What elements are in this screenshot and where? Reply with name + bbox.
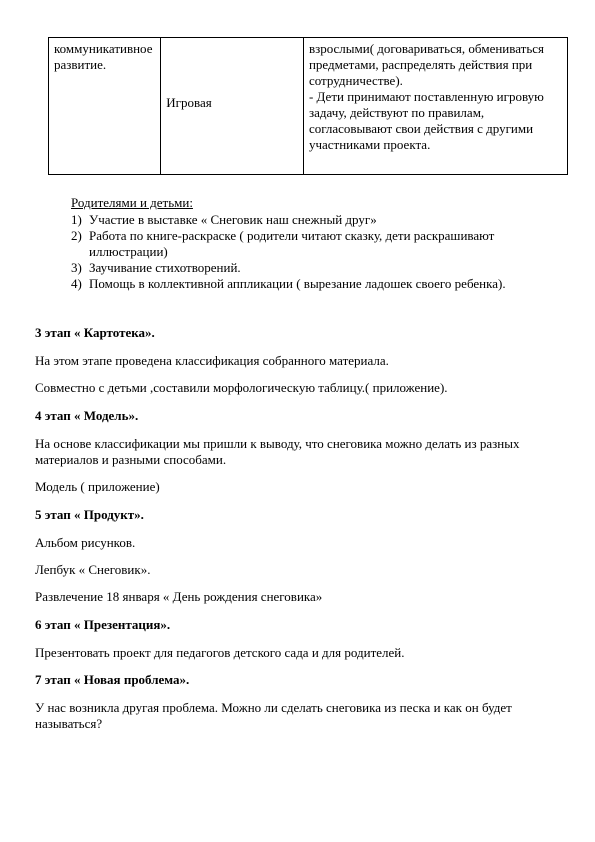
- results-line: сотрудничестве).: [308, 73, 403, 88]
- item-text: Участие в выставке « Снеговик наш снежный друг»: [89, 212, 377, 227]
- results-line: задачу, действуют по правилам,: [308, 105, 485, 120]
- stage5-paragraph: Развлечение 18 января « День рождения снеговика»: [35, 589, 323, 604]
- stage6-title: 6 этап « Презентация».: [35, 617, 171, 632]
- table-cell-results: [303, 38, 567, 175]
- parents-list: [71, 212, 571, 292]
- results-line: участниками проекта.: [308, 137, 431, 152]
- stage4-title: 4 этап « Модель».: [35, 408, 139, 423]
- list-item: [71, 260, 571, 276]
- area-text: коммуникативное развитие.: [54, 41, 153, 72]
- list-item: [71, 276, 571, 292]
- results-line: согласовывают свои действия с другими: [308, 121, 534, 136]
- item-text: Помощь в коллективной аппликации ( вырезание ладошек своего ребенка).: [89, 276, 506, 291]
- results-line: взрослыми( договариваться, обмениваться: [308, 41, 545, 56]
- stage5-title: 5 этап « Продукт».: [35, 507, 144, 522]
- item-text: Заучивание стихотворений.: [89, 260, 241, 275]
- table-cell-area: [49, 38, 161, 175]
- stage3-paragraph: Совместно с детьми ,составили морфологическую таблицу.( приложение).: [35, 380, 448, 395]
- activity-text: Игровая: [166, 94, 212, 110]
- stage4-paragraph: На основе классификации мы пришли к выводу, что снеговика можно делать из разных материалов и разными способами.: [35, 436, 520, 467]
- item-number: 4): [71, 276, 82, 291]
- stage7-title: 7 этап « Новая проблема».: [35, 672, 190, 687]
- item-text: Работа по книге-раскраске ( родители читают сказку, дети раскрашивают иллюстрации): [89, 228, 495, 259]
- stage6-paragraph: Презентовать проект для педагогов детского сада и для родителей.: [35, 645, 405, 660]
- parents-heading: Родителями и детьми:: [71, 195, 193, 210]
- parents-section: [71, 195, 571, 292]
- item-number: 1): [71, 212, 82, 227]
- results-line: предметами, распределять действия при: [308, 57, 533, 72]
- stage3-title: 3 этап « Картотека».: [35, 325, 155, 340]
- stage7-paragraph: У нас возникла другая проблема. Можно ли сделать снеговика из песка и как он будет называться?: [35, 700, 512, 731]
- stage5-paragraph: Лепбук « Снеговик».: [35, 562, 151, 577]
- stage5-paragraph: Альбом рисунков.: [35, 535, 136, 550]
- table-cell-activity: [161, 38, 304, 175]
- item-number: 3): [71, 260, 82, 275]
- list-item: [71, 212, 571, 228]
- results-line: - Дети принимают поставленную игровую: [308, 89, 544, 104]
- list-item: [71, 228, 571, 260]
- activity-table: [48, 37, 568, 175]
- stage4-paragraph: Модель ( приложение): [35, 479, 160, 494]
- table-row: [49, 38, 568, 175]
- item-number: 2): [71, 228, 82, 243]
- stage3-paragraph: На этом этапе проведена классификация собранного материала.: [35, 353, 389, 368]
